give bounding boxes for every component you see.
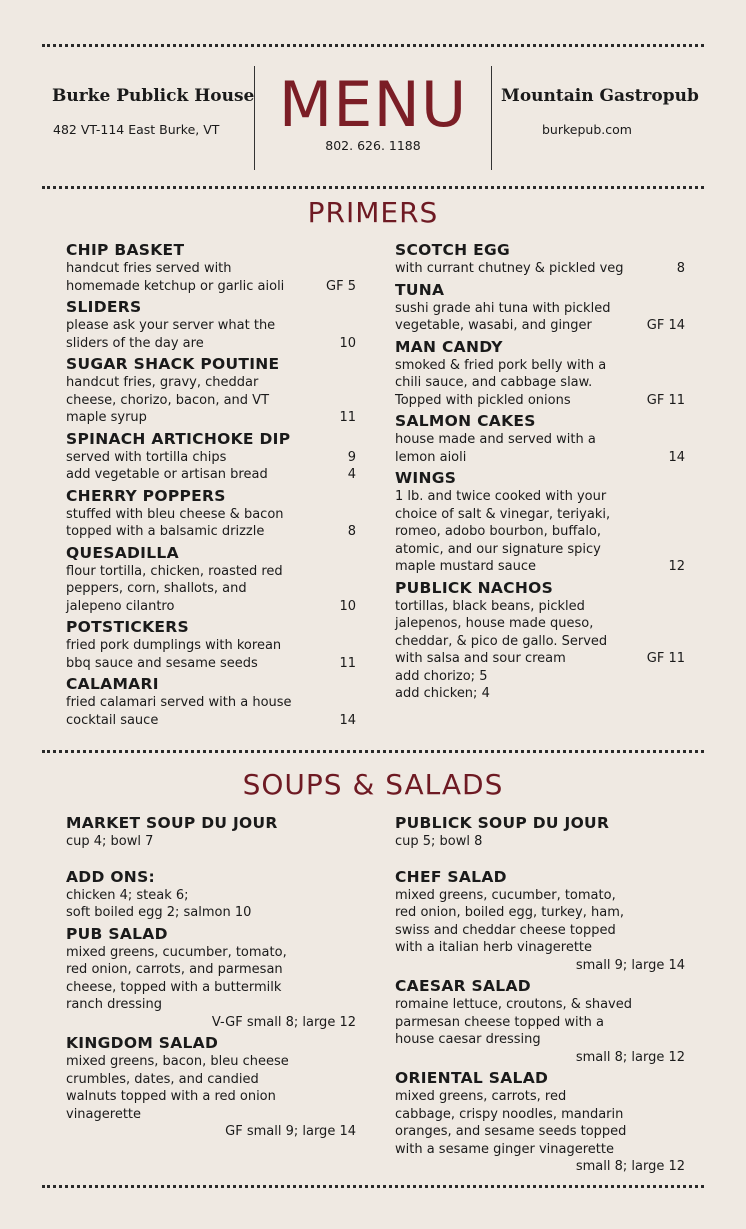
item-description: handcut fries, gravy, cheddar [66, 375, 259, 390]
item-name: SALMON CAKES [395, 412, 536, 430]
section-title-primers: PRIMERS [307, 196, 439, 229]
item-name: TUNA [395, 280, 445, 299]
item-description: handcut fries served with [66, 261, 232, 276]
item-description: add chicken; 4 [395, 686, 490, 701]
section-divider [42, 750, 704, 753]
item-price: 8 [347, 524, 356, 539]
menu-item-quesadilla [66, 543, 356, 616]
item-description: sliders of the day are 10 [66, 335, 356, 351]
page-title: MENU [278, 68, 468, 141]
item-description: ranch dressing [66, 997, 163, 1012]
restaurant-name: Burke Publick House [52, 86, 255, 106]
item-price: 10 [339, 598, 356, 614]
item-price: GF 5 [326, 278, 356, 294]
item-description: red onion, boiled egg, turkey, ham, [395, 905, 624, 920]
menu-item-chef-salad [395, 867, 685, 975]
item-description: with currant chutney & pickled veg 8 [395, 261, 685, 276]
item-name: SLIDERS [66, 298, 142, 316]
item-name: ORIENTAL SALAD [395, 1069, 549, 1087]
menu-item-kingdom-salad [66, 1033, 356, 1141]
item-description: red onion, carrots, and parmesan [66, 962, 283, 977]
item-description: served with tortilla chips 9 [66, 449, 356, 465]
website: burkepub.com [542, 122, 632, 137]
item-description: stuffed with bleu cheese & bacon [66, 506, 284, 522]
menu-item-oriental-salad [395, 1068, 685, 1176]
item-price: small 8; large 12 [575, 1049, 685, 1065]
item-name: SCOTCH EGG [395, 241, 511, 259]
menu-item-potstickers [66, 617, 356, 672]
item-name: PUBLICK NACHOS [395, 578, 554, 597]
menu-item-sugar-shack-poutine [66, 354, 356, 427]
item-description: lemon aioli 14 [395, 449, 685, 465]
item-description: cheese, chorizo, bacon, and VT [66, 392, 270, 408]
item-description: mixed greens, cucumber, tomato, [66, 944, 287, 960]
item-name: CALAMARI [66, 675, 159, 693]
menu-item-caesar-salad [395, 976, 685, 1066]
menu-item-market-soup-du-jour [66, 813, 356, 851]
item-description: Topped with pickled onions GF 11 [395, 392, 685, 408]
item-description: please ask your server what the [66, 318, 276, 333]
item-description: crumbles, dates, and candied [66, 1071, 259, 1087]
item-name: PUB SALAD [66, 924, 168, 943]
item-description: smoked & fried pork belly with a [395, 357, 607, 373]
item-price: small 9; large 14 [575, 957, 685, 973]
menu-item-wings [395, 468, 685, 576]
item-name: WINGS [395, 469, 457, 487]
item-description: walnuts topped with a red onion [66, 1089, 276, 1104]
item-price: GF small 9; large 14 [225, 1124, 356, 1139]
item-description: add vegetable or artisan bread 4 [66, 467, 356, 482]
item-description: tortillas, black beans, pickled [395, 598, 585, 614]
soups-left-column [66, 813, 356, 1143]
item-description: atomic, and our signature spicy [395, 541, 601, 557]
item-description: house made and served with a [395, 432, 596, 447]
item-description: with a sesame ginger vinagerette [395, 1141, 614, 1157]
item-description: romaine lettuce, croutons, & shaved [395, 997, 632, 1012]
primers-left-column [66, 240, 356, 731]
item-description: cabbage, crispy noodles, mandarin [395, 1106, 624, 1122]
item-price: 11 [339, 655, 356, 671]
address: 482 VT-114 East Burke, VT [53, 122, 220, 137]
item-price: 14 [339, 712, 356, 728]
item-name: POTSTICKERS [66, 618, 189, 636]
menu-item-sliders [66, 297, 356, 352]
item-description: swiss and cheddar cheese topped [395, 922, 616, 938]
item-description: cocktail sauce 14 [66, 712, 356, 728]
menu-item-cherry-poppers [66, 486, 356, 541]
header-divider-bottom [42, 186, 704, 189]
item-description: cheese, topped with a buttermilk [66, 979, 282, 995]
item-name: MARKET SOUP DU JOUR [66, 814, 278, 832]
item-description: maple mustard sauce 12 [395, 559, 685, 574]
header-divider-right [491, 66, 492, 170]
item-description: jalepeno cilantro 10 [66, 598, 356, 614]
section-title-soups-salads: SOUPS & SALADS [242, 768, 504, 801]
item-description: mixed greens, cucumber, tomato, [395, 887, 616, 903]
item-description: bbq sauce and sesame seeds 11 [66, 655, 356, 671]
item-name: KINGDOM SALAD [66, 1034, 219, 1052]
item-price: 14 [668, 449, 685, 465]
item-description: cheddar, & pico de gallo. Served [395, 633, 608, 649]
item-price: 12 [668, 559, 685, 574]
item-description: maple syrup 11 [66, 410, 356, 425]
menu-item-publick-soup-du-jour [395, 813, 685, 851]
menu-item-spinach-artichoke-dip [66, 429, 356, 484]
item-description: romeo, adobo bourbon, buffalo, [395, 524, 602, 539]
top-divider [42, 44, 704, 47]
primers-right-column [395, 240, 685, 705]
item-description: cup 5; bowl 8 [395, 834, 483, 849]
phone-number: 802. 626. 1188 [325, 138, 421, 153]
item-price: GF 14 [646, 318, 685, 333]
item-description: 1 lb. and twice cooked with your [395, 489, 607, 504]
item-name: MAN CANDY [395, 337, 503, 356]
item-price: 11 [339, 410, 356, 425]
menu-item-pub-salad [66, 924, 356, 1032]
item-description: soft boiled egg 2; salmon 10 [66, 905, 252, 920]
menu-item-salmon-cakes [395, 411, 685, 466]
item-description: cup 4; bowl 7 [66, 834, 154, 849]
item-description: vegetable, wasabi, and ginger GF 14 [395, 318, 685, 333]
item-description: choice of salt & vinegar, teriyaki, [395, 506, 611, 522]
item-description: peppers, corn, shallots, and [66, 581, 247, 596]
item-description: add chorizo; 5 [395, 668, 488, 684]
item-price: GF 11 [646, 651, 685, 666]
item-description: chicken 4; steak 6; [66, 887, 189, 903]
item-description: with salsa and sour cream GF 11 [395, 651, 685, 666]
item-price: 10 [339, 335, 356, 351]
item-price: small 8; large 12 [575, 1159, 685, 1174]
menu-item-man-candy [395, 337, 685, 410]
item-description: oranges, and sesame seeds topped [395, 1124, 627, 1139]
item-description: homemade ketchup or garlic aioli GF 5 [66, 278, 356, 294]
item-description: house caesar dressing [395, 1032, 541, 1047]
tagline: Mountain Gastropub [501, 86, 699, 106]
item-name: CHIP BASKET [66, 241, 185, 259]
soups-right-column [395, 813, 685, 1178]
item-description: chili sauce, and cabbage slaw. [395, 375, 593, 390]
item-name: CAESAR SALAD [395, 977, 531, 995]
item-price: 4 [347, 467, 356, 482]
item-description: vinagerette [66, 1106, 142, 1122]
item-description: fried calamari served with a house [66, 695, 292, 710]
item-description: parmesan cheese topped with a [395, 1014, 605, 1030]
item-name: QUESADILLA [66, 543, 179, 562]
item-description: mixed greens, bacon, bleu cheese [66, 1054, 289, 1069]
item-name: CHERRY POPPERS [66, 486, 226, 505]
menu-item-scotch-egg [395, 240, 685, 278]
menu-item-chip-basket [66, 240, 356, 295]
menu-item-calamari [66, 674, 356, 729]
item-price: 9 [347, 449, 356, 465]
item-description: with a italian herb vinagerette [395, 940, 593, 955]
item-price: 8 [676, 261, 685, 276]
item-description: mixed greens, carrots, red [395, 1089, 567, 1104]
item-description: fried pork dumplings with korean [66, 638, 282, 653]
item-description: jalepenos, house made queso, [395, 616, 594, 631]
item-name: CHEF SALAD [395, 867, 507, 886]
header-divider-left [254, 66, 255, 170]
item-description: topped with a balsamic drizzle 8 [66, 524, 356, 539]
bottom-divider [42, 1185, 704, 1188]
header [0, 60, 746, 172]
item-name: ADD ONS: [66, 867, 156, 886]
menu-item-publick-nachos [395, 578, 685, 703]
item-name: SPINACH ARTICHOKE DIP [66, 429, 291, 448]
item-name: PUBLICK SOUP DU JOUR [395, 814, 610, 832]
item-description: flour tortilla, chicken, roasted red [66, 563, 283, 579]
item-price: V-GF small 8; large 12 [211, 1014, 356, 1030]
item-name: SUGAR SHACK POUTINE [66, 355, 280, 373]
menu-item-tuna [395, 280, 685, 335]
item-price: GF 11 [646, 392, 685, 408]
item-description: sushi grade ahi tuna with pickled [395, 300, 611, 316]
menu-item-add-ons [66, 867, 356, 922]
